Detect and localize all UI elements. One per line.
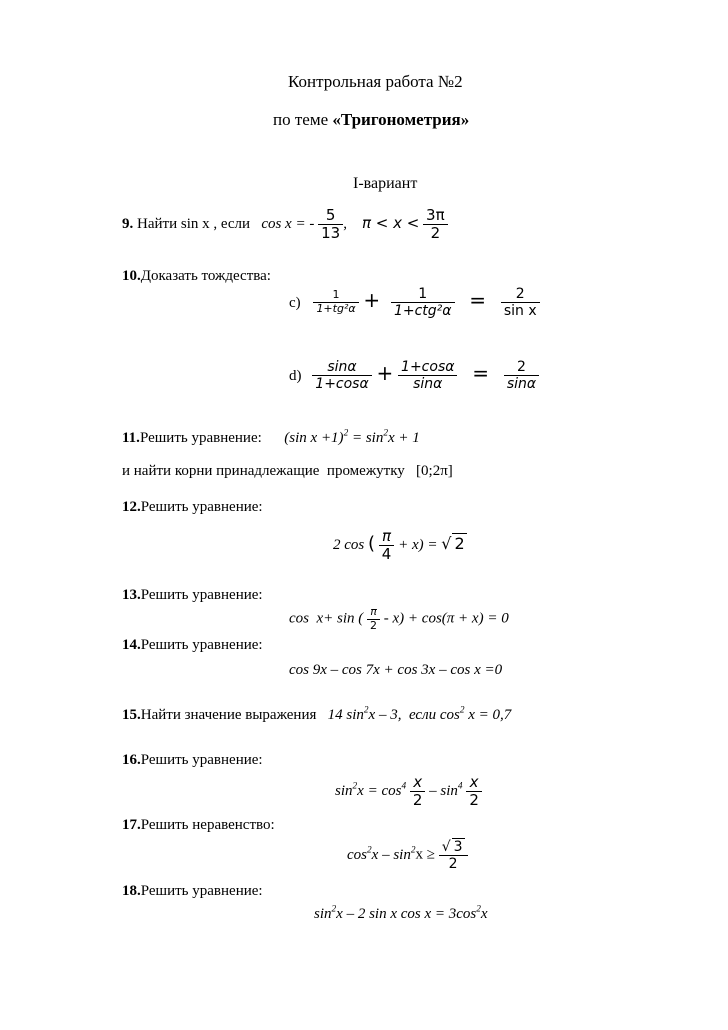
task-13 — [122, 587, 263, 604]
task-16 — [122, 752, 263, 769]
condition: π < x < — [361, 214, 420, 233]
task-text: Решить уравнение: — [140, 499, 263, 515]
task-number: 11. — [122, 430, 140, 446]
task-17 — [122, 817, 275, 834]
task-text: Найти значение выражения — [140, 707, 317, 723]
task-number: 16. — [122, 752, 141, 768]
task-text: Решить неравенство: — [140, 817, 275, 833]
topic-title: «Тригонометрия» — [332, 110, 470, 129]
task-13-equation: cos x+ sin ( $\frac{\pi}{2}$ - x) + cos(π + x) = 0 — [289, 605, 509, 632]
identity-d: d) $\frac{\sin\alpha}{1+\cos\alpha}$ + $\frac{1+\cos\alpha}{\sin\alpha}$ = $\frac{2}{\sin\alpha}$ — [289, 359, 539, 392]
task-number: 9. — [122, 216, 134, 233]
task-text: Решить уравнение: — [139, 430, 262, 446]
task-number: 18. — [122, 883, 141, 899]
task-equation: 14 $\sin^2x - 3$, если $\cos^2 x = 0,7$ — [327, 705, 512, 723]
task-text: Решить уравнение: — [140, 752, 263, 768]
task-17-inequality: $\cos^2x - \sin^2x$ ≥ $\frac{√ 3}{2}$ — [347, 838, 468, 872]
task-9: 9. Найти sin x , если cos x = - $\frac{5}{13}$ , π < x < $\frac{3\pi}{2}$ — [122, 207, 448, 243]
task-equation: cos x = - — [261, 216, 315, 233]
task-16-equation: $\sin^2x = \cos^4$ $\frac{x}{2}$ – $\sin^4$ $\frac{x}{2}$ — [335, 774, 482, 810]
task-text: Решить уравнение: — [140, 587, 263, 603]
topic-line — [273, 110, 469, 130]
task-number: 17. — [122, 817, 141, 833]
variant-label: I-вариант — [353, 175, 418, 192]
task-11-interval: и найти корни принадлежащие промежутку [0;2π] — [122, 463, 453, 479]
task-number: 10. — [122, 268, 141, 284]
task-18 — [122, 883, 263, 900]
task-11 — [122, 430, 420, 447]
task-text: Найти sin x , если — [137, 216, 251, 233]
task-10 — [122, 268, 271, 285]
topic-prefix: по теме — [273, 110, 329, 129]
fraction: $\frac{5}{13}$ — [318, 207, 343, 243]
task-number: 14. — [122, 637, 141, 653]
task-number: 13. — [122, 587, 141, 603]
page-title: Контрольная работа №2 — [288, 72, 463, 91]
task-number: 12. — [122, 499, 141, 515]
fraction: $\frac{3\pi}{2}$ — [423, 207, 448, 243]
task-14-equation: cos 9x – cos 7x + cos 3x – cos x =0 — [289, 662, 503, 678]
task-12-equation: 2 cos ( $\frac{\pi}{4}$ + x) = √ 2 — [333, 527, 465, 564]
task-number: 15. — [122, 707, 141, 723]
task-equation: (sin $x +1)^2 = \sin^2x + 1$ — [284, 428, 420, 446]
task-text: Решить уравнение: — [140, 883, 263, 899]
task-text: Решить уравнение: — [140, 637, 263, 653]
task-18-equation: $\sin^2x - 2$ sin x $\cos x = 3\cos^2x$ — [314, 904, 488, 922]
task-14 — [122, 637, 263, 654]
task-text: Доказать тождества: — [140, 268, 271, 284]
identity-c: c) $\frac{1}{\text{1+tg²α}}$ + $\frac{1}{\text{1+ctg²α}}$ = $\frac{2}{\text{sin x}}$ — [289, 286, 540, 319]
task-12 — [122, 499, 263, 516]
task-15 — [122, 707, 511, 724]
